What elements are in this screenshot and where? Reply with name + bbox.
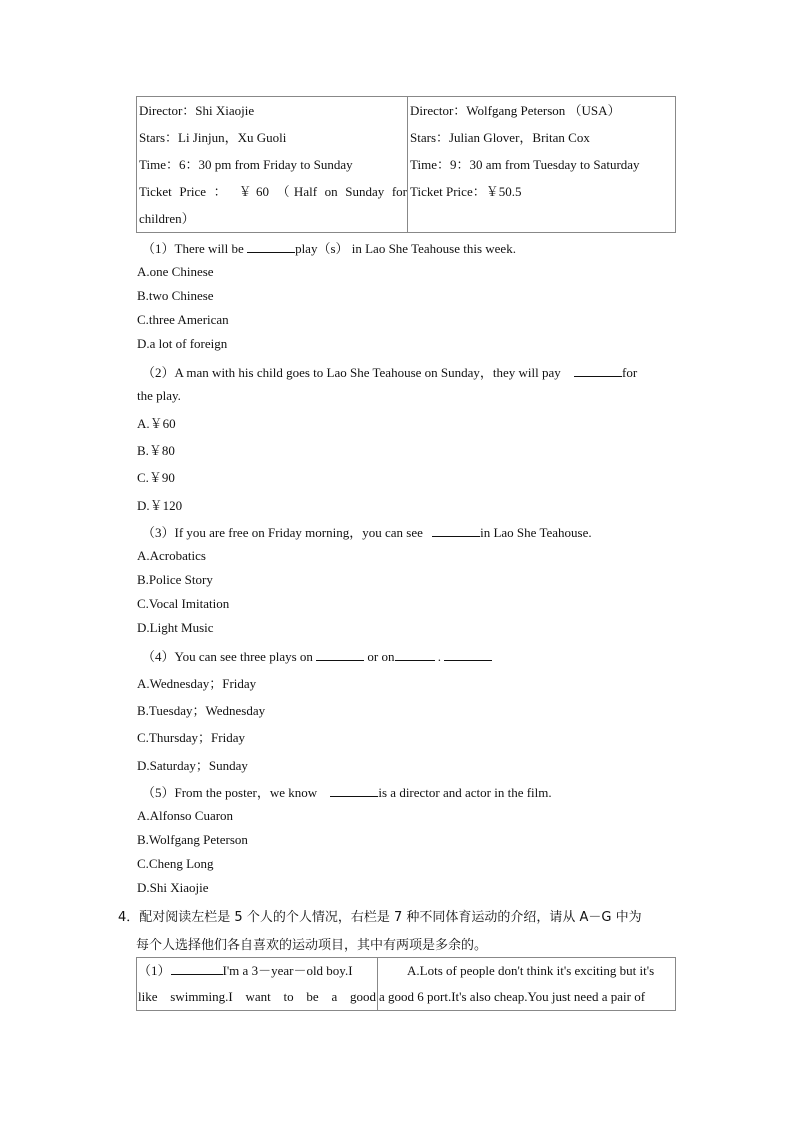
answer-blank-4b[interactable] xyxy=(395,648,435,661)
question-3: （3）If you are free on Friday morning，you can see in Lao She Teahouse. xyxy=(142,525,592,540)
person-1-line-2: like swimming.I want to be a good xyxy=(138,989,376,1004)
q1-option-c[interactable]: C.three American xyxy=(137,312,229,327)
person-1-line-1: （1） I'm a 3－year－old boy.I xyxy=(138,963,353,978)
answer-blank-3[interactable] xyxy=(432,524,480,537)
sport-a-line-1: A.Lots of people don't think it's exciting but it's xyxy=(407,963,655,978)
answer-blank-2[interactable] xyxy=(574,364,622,377)
right-time: Time：9：30 am from Tuesday to Saturday xyxy=(410,157,640,172)
q4-option-c[interactable]: C.Thursday；Friday xyxy=(137,730,245,745)
answer-blank-1[interactable] xyxy=(247,240,295,253)
left-time: Time：6：30 pm from Friday to Sunday xyxy=(139,157,353,172)
film-info-right-cell xyxy=(408,97,676,233)
q1-option-d[interactable]: D.a lot of foreign xyxy=(137,336,228,351)
matching-table xyxy=(136,957,676,1011)
q4-option-a[interactable]: A.Wednesday；Friday xyxy=(137,676,257,691)
q3-option-a[interactable]: A.Acrobatics xyxy=(137,548,206,563)
q2-option-b[interactable]: B.￥80 xyxy=(137,443,175,458)
section-4-line-1: 4．配对阅读左栏是 5 个人的个人情况，右栏是 7 种不同体育运动的介绍，请从 A－G 中为 xyxy=(118,910,642,925)
question-5: （5）From the poster，we know is a director and actor in the film. xyxy=(142,785,552,800)
q2-option-c[interactable]: C.￥90 xyxy=(137,470,175,485)
q5-option-b[interactable]: B.Wolfgang Peterson xyxy=(137,832,248,847)
q5-option-d[interactable]: D.Shi Xiaojie xyxy=(137,880,209,895)
q4-option-d[interactable]: D.Saturday；Sunday xyxy=(137,758,248,773)
matching-left-cell xyxy=(137,958,378,1011)
answer-blank-4c[interactable] xyxy=(444,648,492,661)
left-director: Director：Shi Xiaojie xyxy=(139,103,255,118)
section-4-line-2: 每个人选择他们各自喜欢的运动项目，其中有两项是多余的。 xyxy=(136,938,488,953)
right-price: Ticket Price：￥50.5 xyxy=(410,184,522,199)
q5-option-a[interactable]: A.Alfonso Cuaron xyxy=(137,808,234,823)
answer-blank-5[interactable] xyxy=(330,784,378,797)
q4-option-b[interactable]: B.Tuesday；Wednesday xyxy=(137,703,266,718)
question-2: （2）A man with his child goes to Lao She Teahouse on Sunday，they will pay for xyxy=(142,365,638,380)
left-stars: Stars：Li Jinjun，Xu Guoli xyxy=(139,130,287,145)
film-info-left-cell xyxy=(137,97,408,233)
q1-option-b[interactable]: B.two Chinese xyxy=(137,288,214,303)
q1-option-a[interactable]: A.one Chinese xyxy=(137,264,214,279)
left-price: Ticket Price ： ￥60 （Half on Sunday for xyxy=(139,184,407,199)
section-4-number: 4． xyxy=(118,910,140,925)
answer-blank-4a[interactable] xyxy=(316,648,364,661)
q2-option-d[interactable]: D.￥120 xyxy=(137,498,183,513)
left-price-cont: children） xyxy=(139,211,195,226)
match-blank-1[interactable] xyxy=(171,962,223,975)
q2-option-a[interactable]: A.￥60 xyxy=(137,416,176,431)
section-4-instructions xyxy=(118,904,678,960)
right-director: Director：Wolfgang Peterson （USA） xyxy=(410,103,621,118)
right-stars: Stars：Julian Glover，Britan Cox xyxy=(410,130,590,145)
q3-option-c[interactable]: C.Vocal Imitation xyxy=(137,596,230,611)
matching-right-cell xyxy=(378,958,676,1011)
q5-option-c[interactable]: C.Cheng Long xyxy=(137,856,214,871)
sport-a-line-2: a good 6 port.It's also cheap.You just need a pair of xyxy=(379,989,646,1004)
question-1: （1）There will be play（s） in Lao She Teahouse this week. xyxy=(142,241,516,256)
question-4: （4）You can see three plays on or on . xyxy=(142,646,492,665)
q3-option-b[interactable]: B.Police Story xyxy=(137,572,213,587)
q3-option-d[interactable]: D.Light Music xyxy=(137,620,214,635)
film-info-table xyxy=(136,96,676,233)
question-2-continued: the play. xyxy=(137,388,181,403)
